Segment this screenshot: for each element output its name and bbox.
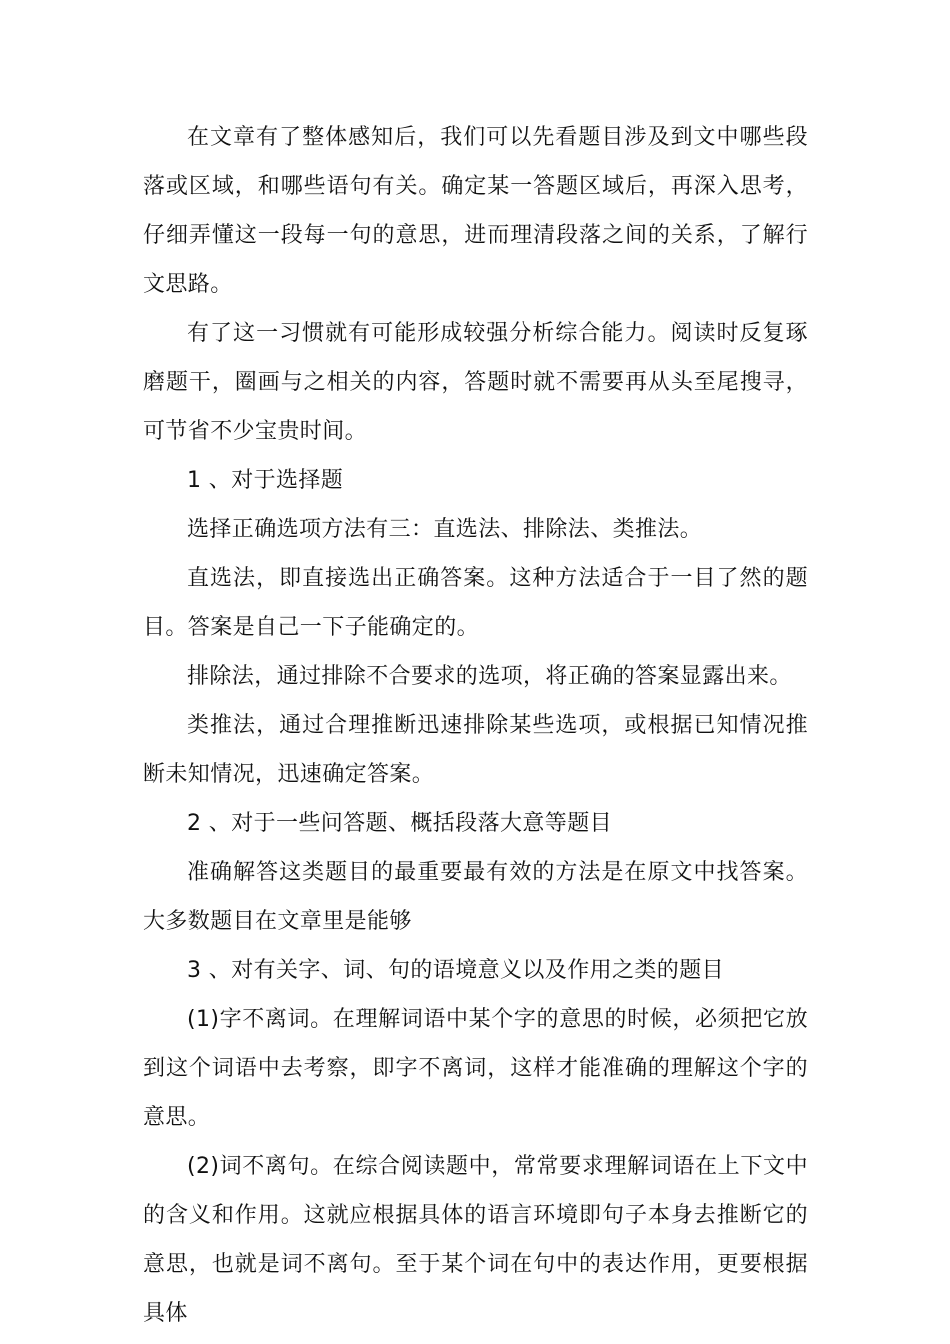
paragraph: (1)字不离词。在理解词语中某个字的意思的时候，必须把它放到这个词语中去考察，即字不离词，这样才能准确的理解这个字的意思。 <box>143 1007 808 1130</box>
paragraph: 选择正确选项方法有三：直选法、排除法、类推法。 <box>187 517 703 542</box>
paragraph: 排除法，通过排除不合要求的选项，将正确的答案显露出来。 <box>187 664 792 689</box>
paragraph: 准确解答这类题目的最重要最有效的方法是在原文中找答案。大多数题目在文章里是能够 <box>143 860 808 934</box>
paragraph: 在文章有了整体感知后，我们可以先看题目涉及到文中哪些段落或区域，和哪些语句有关。确定某一答题区域后，再深入思考，仔细弄懂这一段每一句的意思，进而理清段落之间的关系，了解行文思路。 <box>143 125 808 297</box>
list-heading: 1 、对于选择题 <box>187 468 344 493</box>
list-heading: 3 、对有关字、词、句的语境意义以及作用之类的题目 <box>187 958 724 983</box>
list-heading: 2 、对于一些问答题、概括段落大意等题目 <box>187 811 612 836</box>
paragraph: 直选法，即直接选出正确答案。这种方法适合于一目了然的题目。答案是自己一下子能确定的。 <box>143 566 808 640</box>
paragraph: 有了这一习惯就有可能形成较强分析综合能力。阅读时反复琢磨题干，圈画与之相关的内容，答题时就不需要再从头至尾搜寻，可节省不少宝贵时间。 <box>143 321 808 444</box>
paragraph: 类推法，通过合理推断迅速排除某些选项，或根据已知情况推断未知情况，迅速确定答案。 <box>143 713 808 787</box>
document-body <box>143 113 808 1338</box>
paragraph: (2)词不离句。在综合阅读题中，常常要求理解词语在上下文中的含义和作用。这就应根据具体的语言环境即句子本身去推断它的意思，也就是词不离句。至于某个词在句中的表达作用，更要根据具体 <box>143 1154 808 1326</box>
